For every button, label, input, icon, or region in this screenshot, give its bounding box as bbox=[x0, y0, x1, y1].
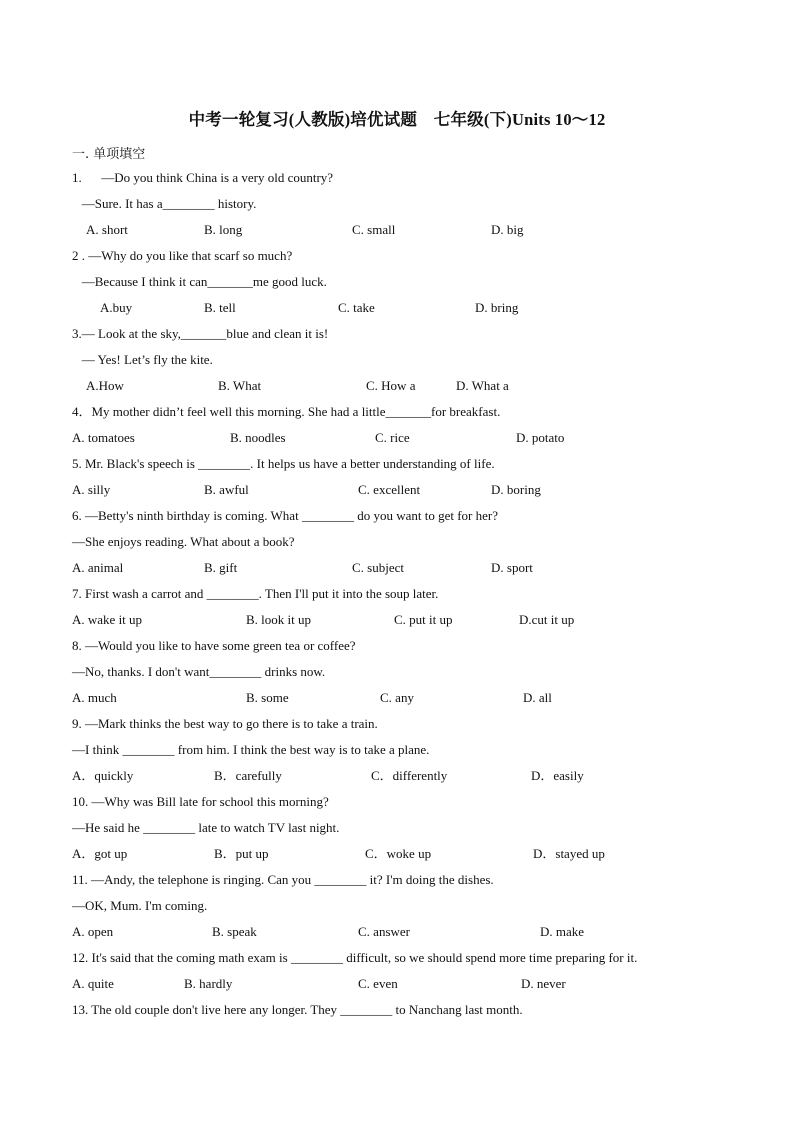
answer-option-d: D. potato bbox=[516, 430, 565, 445]
answer-option-a: A. quite bbox=[72, 976, 114, 991]
answer-option-d: D. all bbox=[523, 690, 552, 705]
answer-option-a: A．quickly bbox=[72, 768, 134, 783]
answer-option-a: A. much bbox=[72, 690, 117, 705]
answer-option-b: B. long bbox=[204, 222, 243, 237]
question-stem: 2 . —Why do you like that scarf so much? bbox=[72, 248, 293, 263]
answer-option-c: C．differently bbox=[371, 768, 448, 783]
question-line: —Because I think it can_______me good luck. bbox=[72, 274, 327, 289]
page-title: 中考一轮复习(人教版)培优试题 七年级(下)Units 10～12 bbox=[188, 110, 606, 129]
question-line: — Yes! Let’s fly the kite. bbox=[72, 352, 213, 367]
question-stem: 3.— Look at the sky,_______blue and clean it is! bbox=[72, 326, 329, 341]
answer-option-a: A.How bbox=[86, 378, 124, 393]
answer-option-c: C. even bbox=[358, 976, 398, 991]
answer-option-a: A. animal bbox=[72, 560, 124, 575]
question-line: —No, thanks. I don't want________ drinks now. bbox=[72, 664, 326, 679]
question-stem: 13. The old couple don't live here any longer. They ________ to Nanchang last month. bbox=[72, 1002, 523, 1017]
answer-option-c: C. answer bbox=[358, 924, 410, 939]
question-line: —OK, Mum. I'm coming. bbox=[72, 898, 208, 913]
question-stem: 7. First wash a carrot and ________. Then I'll put it into the soup later. bbox=[72, 586, 439, 601]
question-stem: 12. It's said that the coming math exam is ________ difficult, so we should spend more time preparing for it. bbox=[72, 950, 638, 965]
answer-option-c: C. small bbox=[352, 222, 396, 237]
answer-option-c: C. rice bbox=[375, 430, 410, 445]
question-stem: 10. —Why was Bill late for school this morning? bbox=[72, 794, 329, 809]
answer-option-d: D. What a bbox=[456, 378, 509, 393]
answer-option-c: C. take bbox=[338, 300, 375, 315]
answer-option-a: A．got up bbox=[72, 846, 128, 861]
question-stem: 5. Mr. Black's speech is ________. It helps us have a better understanding of life. bbox=[72, 456, 495, 471]
answer-option-b: B. hardly bbox=[184, 976, 233, 991]
answer-option-c: C. any bbox=[380, 690, 414, 705]
answer-option-d: D. big bbox=[491, 222, 524, 237]
answer-option-b: B. speak bbox=[212, 924, 257, 939]
answer-option-a: A. short bbox=[86, 222, 128, 237]
answer-option-a: A. wake it up bbox=[72, 612, 143, 627]
question-stem: 8. —Would you like to have some green tea or coffee? bbox=[72, 638, 356, 653]
answer-option-b: B. gift bbox=[204, 560, 238, 575]
answer-option-d: D. sport bbox=[491, 560, 533, 575]
question-line: —Sure. It has a________ history. bbox=[72, 196, 257, 211]
question-stem: 4．My mother didn’t feel well this morning. She had a little_______for breakfast. bbox=[72, 404, 501, 419]
answer-option-b: B. What bbox=[218, 378, 262, 393]
section-heading: 一. 单项填空 bbox=[72, 147, 146, 162]
answer-option-a: A. silly bbox=[72, 482, 111, 497]
answer-option-c: C. How a bbox=[366, 378, 416, 393]
answer-option-c: C．woke up bbox=[365, 846, 432, 861]
answer-option-d: D．stayed up bbox=[533, 846, 605, 861]
question-line: —I think ________ from him. I think the best way is to take a plane. bbox=[72, 742, 430, 757]
answer-option-d: D．easily bbox=[531, 768, 584, 783]
answer-option-d: D. never bbox=[521, 976, 566, 991]
answer-option-d: D.cut it up bbox=[519, 612, 575, 627]
answer-option-c: C. excellent bbox=[358, 482, 421, 497]
answer-option-d: D. make bbox=[540, 924, 585, 939]
answer-option-a: A. open bbox=[72, 924, 114, 939]
answer-option-a: A. tomatoes bbox=[72, 430, 135, 445]
answer-option-c: C. put it up bbox=[394, 612, 453, 627]
answer-option-b: B. tell bbox=[204, 300, 236, 315]
answer-option-a: A.buy bbox=[100, 300, 133, 315]
answer-option-b: B．put up bbox=[214, 846, 269, 861]
answer-option-c: C. subject bbox=[352, 560, 404, 575]
question-stem: 1. —Do you think China is a very old country? bbox=[72, 170, 334, 185]
question-line: —He said he ________ late to watch TV last night. bbox=[72, 820, 340, 835]
answer-option-b: B. noodles bbox=[230, 430, 286, 445]
answer-option-d: D. bring bbox=[475, 300, 519, 315]
question-stem: 9. —Mark thinks the best way to go there is to take a train. bbox=[72, 716, 378, 731]
question-stem: 6. —Betty's ninth birthday is coming. What ________ do you want to get for her? bbox=[72, 508, 498, 523]
answer-option-b: B. awful bbox=[204, 482, 249, 497]
answer-option-b: B．carefully bbox=[214, 768, 282, 783]
answer-option-b: B. look it up bbox=[246, 612, 312, 627]
question-stem: 11. —Andy, the telephone is ringing. Can you ________ it? I'm doing the dishes. bbox=[72, 872, 494, 887]
answer-option-d: D. boring bbox=[491, 482, 541, 497]
answer-option-b: B. some bbox=[246, 690, 289, 705]
question-line: —She enjoys reading. What about a book? bbox=[72, 534, 295, 549]
